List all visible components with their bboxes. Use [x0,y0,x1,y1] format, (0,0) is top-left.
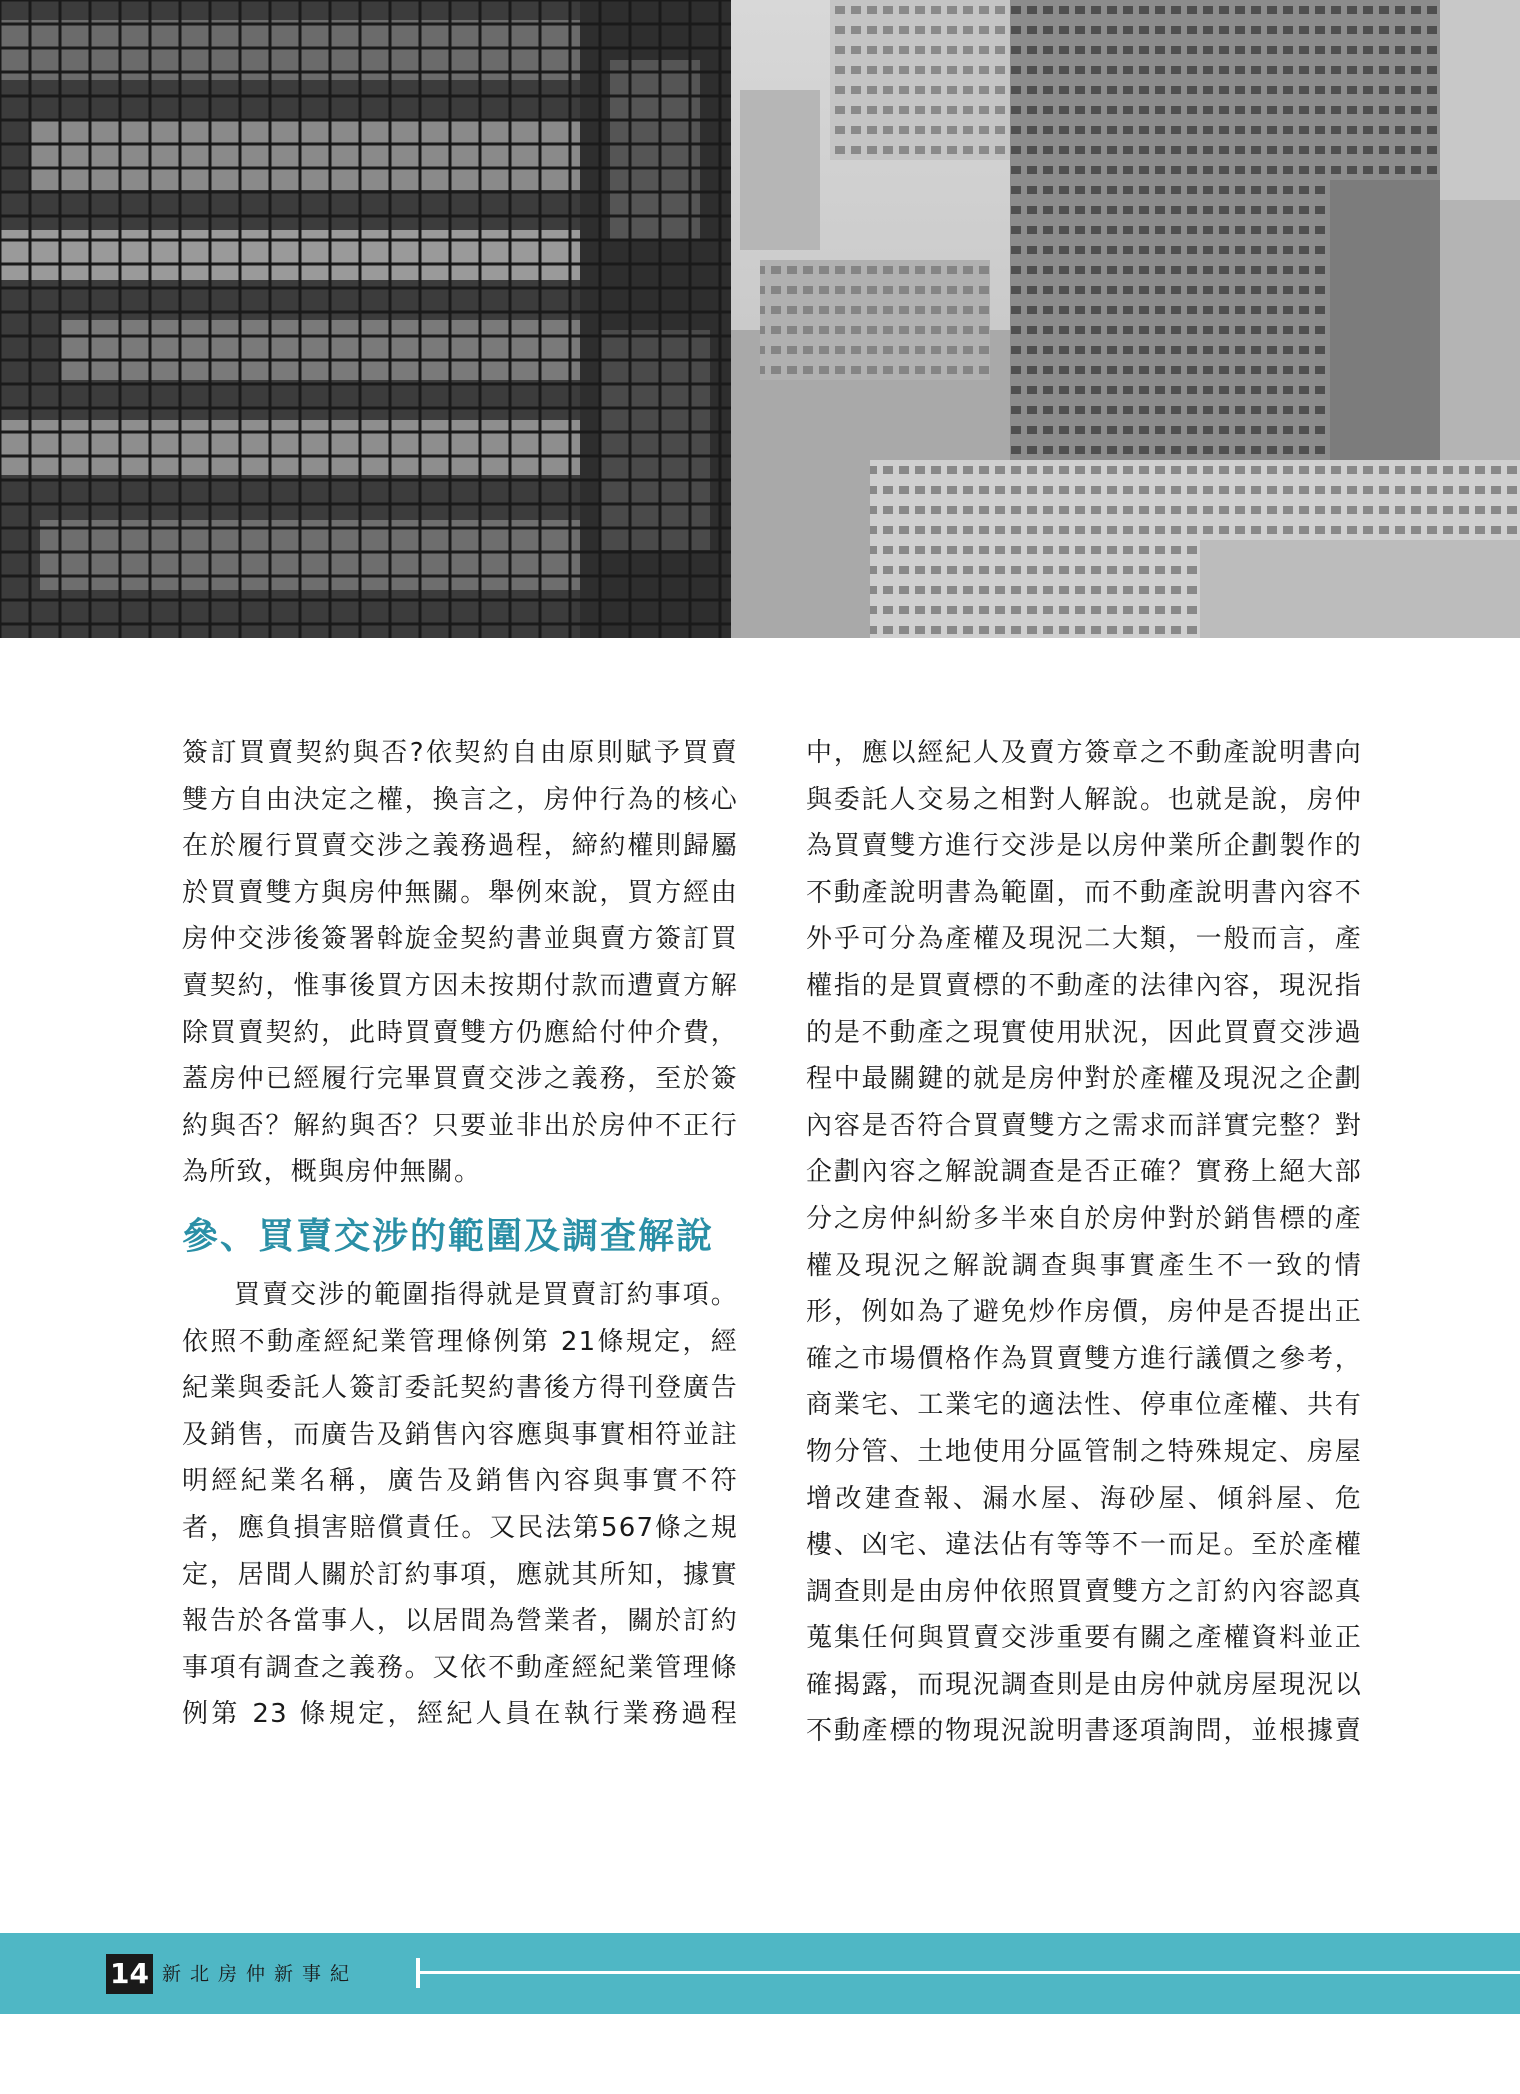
body-text-line: 確之市場價格作為買賣雙方進行議價之參考， [806,1343,1362,1374]
body-text-line: 報告於各當事人，以居間為營業者，關於訂約 [182,1606,738,1637]
body-text-line: 商業宅、工業宅的適法性、停車位產權、共有 [806,1390,1362,1421]
body-text-line: 簽訂買賣契約與否?依契約自由原則賦予買賣 [182,738,738,768]
page-number: 14 [106,1954,153,1994]
body-text-line: 及銷售，而廣告及銷售內容應與事實相符並註 [182,1419,738,1450]
body-text-line: 物分管、土地使用分區管制之特殊規定、房屋 [806,1436,1362,1467]
body-text-line: 增改建查報、漏水屋、海砂屋、傾斜屋、危 [806,1483,1362,1514]
body-text-line: 依照不動產經紀業管理條例第 21條規定，經 [182,1326,738,1357]
body-text-line: 買賣交涉的範圍指得就是買賣訂約事項。 [234,1279,738,1310]
body-text-line: 雙方自由決定之權，換言之，房仲行為的核心 [182,784,738,815]
glass-facade-reflection-photo [0,0,731,638]
body-text-line: 在於履行買賣交涉之義務過程，締約權則歸屬 [182,831,738,862]
body-text-line: 外乎可分為產權及現況二大類，一般而言，產 [806,924,1362,955]
body-text-line: 為買賣雙方進行交涉是以房仲業所企劃製作的 [806,831,1362,862]
magazine-title: 新北房仲新事紀 [162,1963,359,1985]
body-text-line: 程中最關鍵的就是房仲對於產權及現況之企劃 [806,1064,1362,1095]
body-text-line: 約與否？解約與否？只要並非出於房仲不正行 [182,1110,738,1141]
body-text-line: 的是不動產之現實使用狀況，因此買賣交涉過 [806,1017,1362,1048]
body-text-line: 不動產標的物現況說明書逐項詢問，並根據賣 [806,1716,1362,1747]
body-text-line: 權及現況之解說調查與事實產生不一致的情 [806,1250,1362,1281]
body-text-line: 紀業與委託人簽訂委託契約書後方得刊登廣告 [182,1373,738,1404]
body-text-line: 企劃內容之解說調查是否正確？實務上絕大部 [806,1157,1362,1188]
body-text-line: 賣契約，惟事後買方因未按期付款而遭賣方解 [182,970,738,1001]
body-text-line: 房仲交涉後簽署斡旋金契約書並與賣方簽訂買 [182,924,738,955]
body-text-line: 明經紀業名稱，廣告及銷售內容與事實不符 [182,1466,738,1497]
footer-rule [420,1971,1520,1974]
body-text-line: 於買賣雙方與房仲無關。舉例來說，買方經由 [182,877,738,908]
body-text-line: 蒐集任何與買賣交涉重要有關之產權資料並正 [806,1623,1362,1654]
body-text-line: 除買賣契約，此時買賣雙方仍應給付仲介費， [182,1017,738,1048]
body-text-line: 不動產說明書為範圍，而不動產說明書內容不 [806,877,1362,908]
body-text-line: 分之房仲糾紛多半來自於房仲對於銷售標的產 [806,1203,1362,1234]
section-heading: 參、買賣交涉的範圍及調查解說 [182,1215,715,1257]
body-text-line: 形，例如為了避免炒作房價，房仲是否提出正 [806,1297,1362,1328]
body-text-line: 蓋房仲已經履行完畢買賣交涉之義務，至於簽 [182,1064,738,1095]
body-text-line: 事項有調查之義務。又依不動產經紀業管理條 [182,1652,738,1683]
body-text-line: 者，應負損害賠償責任。又民法第567條之規 [182,1512,738,1543]
body-text-line: 例第 23 條規定，經紀人員在執行業務過程 [182,1699,738,1730]
body-text-line: 為所致，概與房仲無關。 [182,1157,482,1188]
body-text-line: 確揭露，而現況調查則是由房仲就房屋現況以 [806,1669,1362,1700]
body-text-line: 中，應以經紀人及賣方簽章之不動產說明書向 [806,738,1362,768]
right-column [806,730,1362,1755]
body-text-line: 權指的是買賣標的不動產的法律內容，現況指 [806,970,1362,1001]
body-text-line: 內容是否符合買賣雙方之需求而詳實完整？對 [806,1110,1362,1141]
body-text-line: 定，居間人關於訂約事項，應就其所知，據實 [182,1559,738,1590]
body-text-line: 調查則是由房仲依照買賣雙方之訂約內容認真 [806,1576,1362,1607]
city-skyline-photo [731,0,1520,638]
header-photo-band [0,0,1520,638]
body-text-line: 樓、凶宅、違法佔有等等不一而足。至於產權 [806,1530,1362,1561]
left-column [182,730,738,1738]
body-text-line: 與委託人交易之相對人解說。也就是說，房仲 [806,784,1362,815]
